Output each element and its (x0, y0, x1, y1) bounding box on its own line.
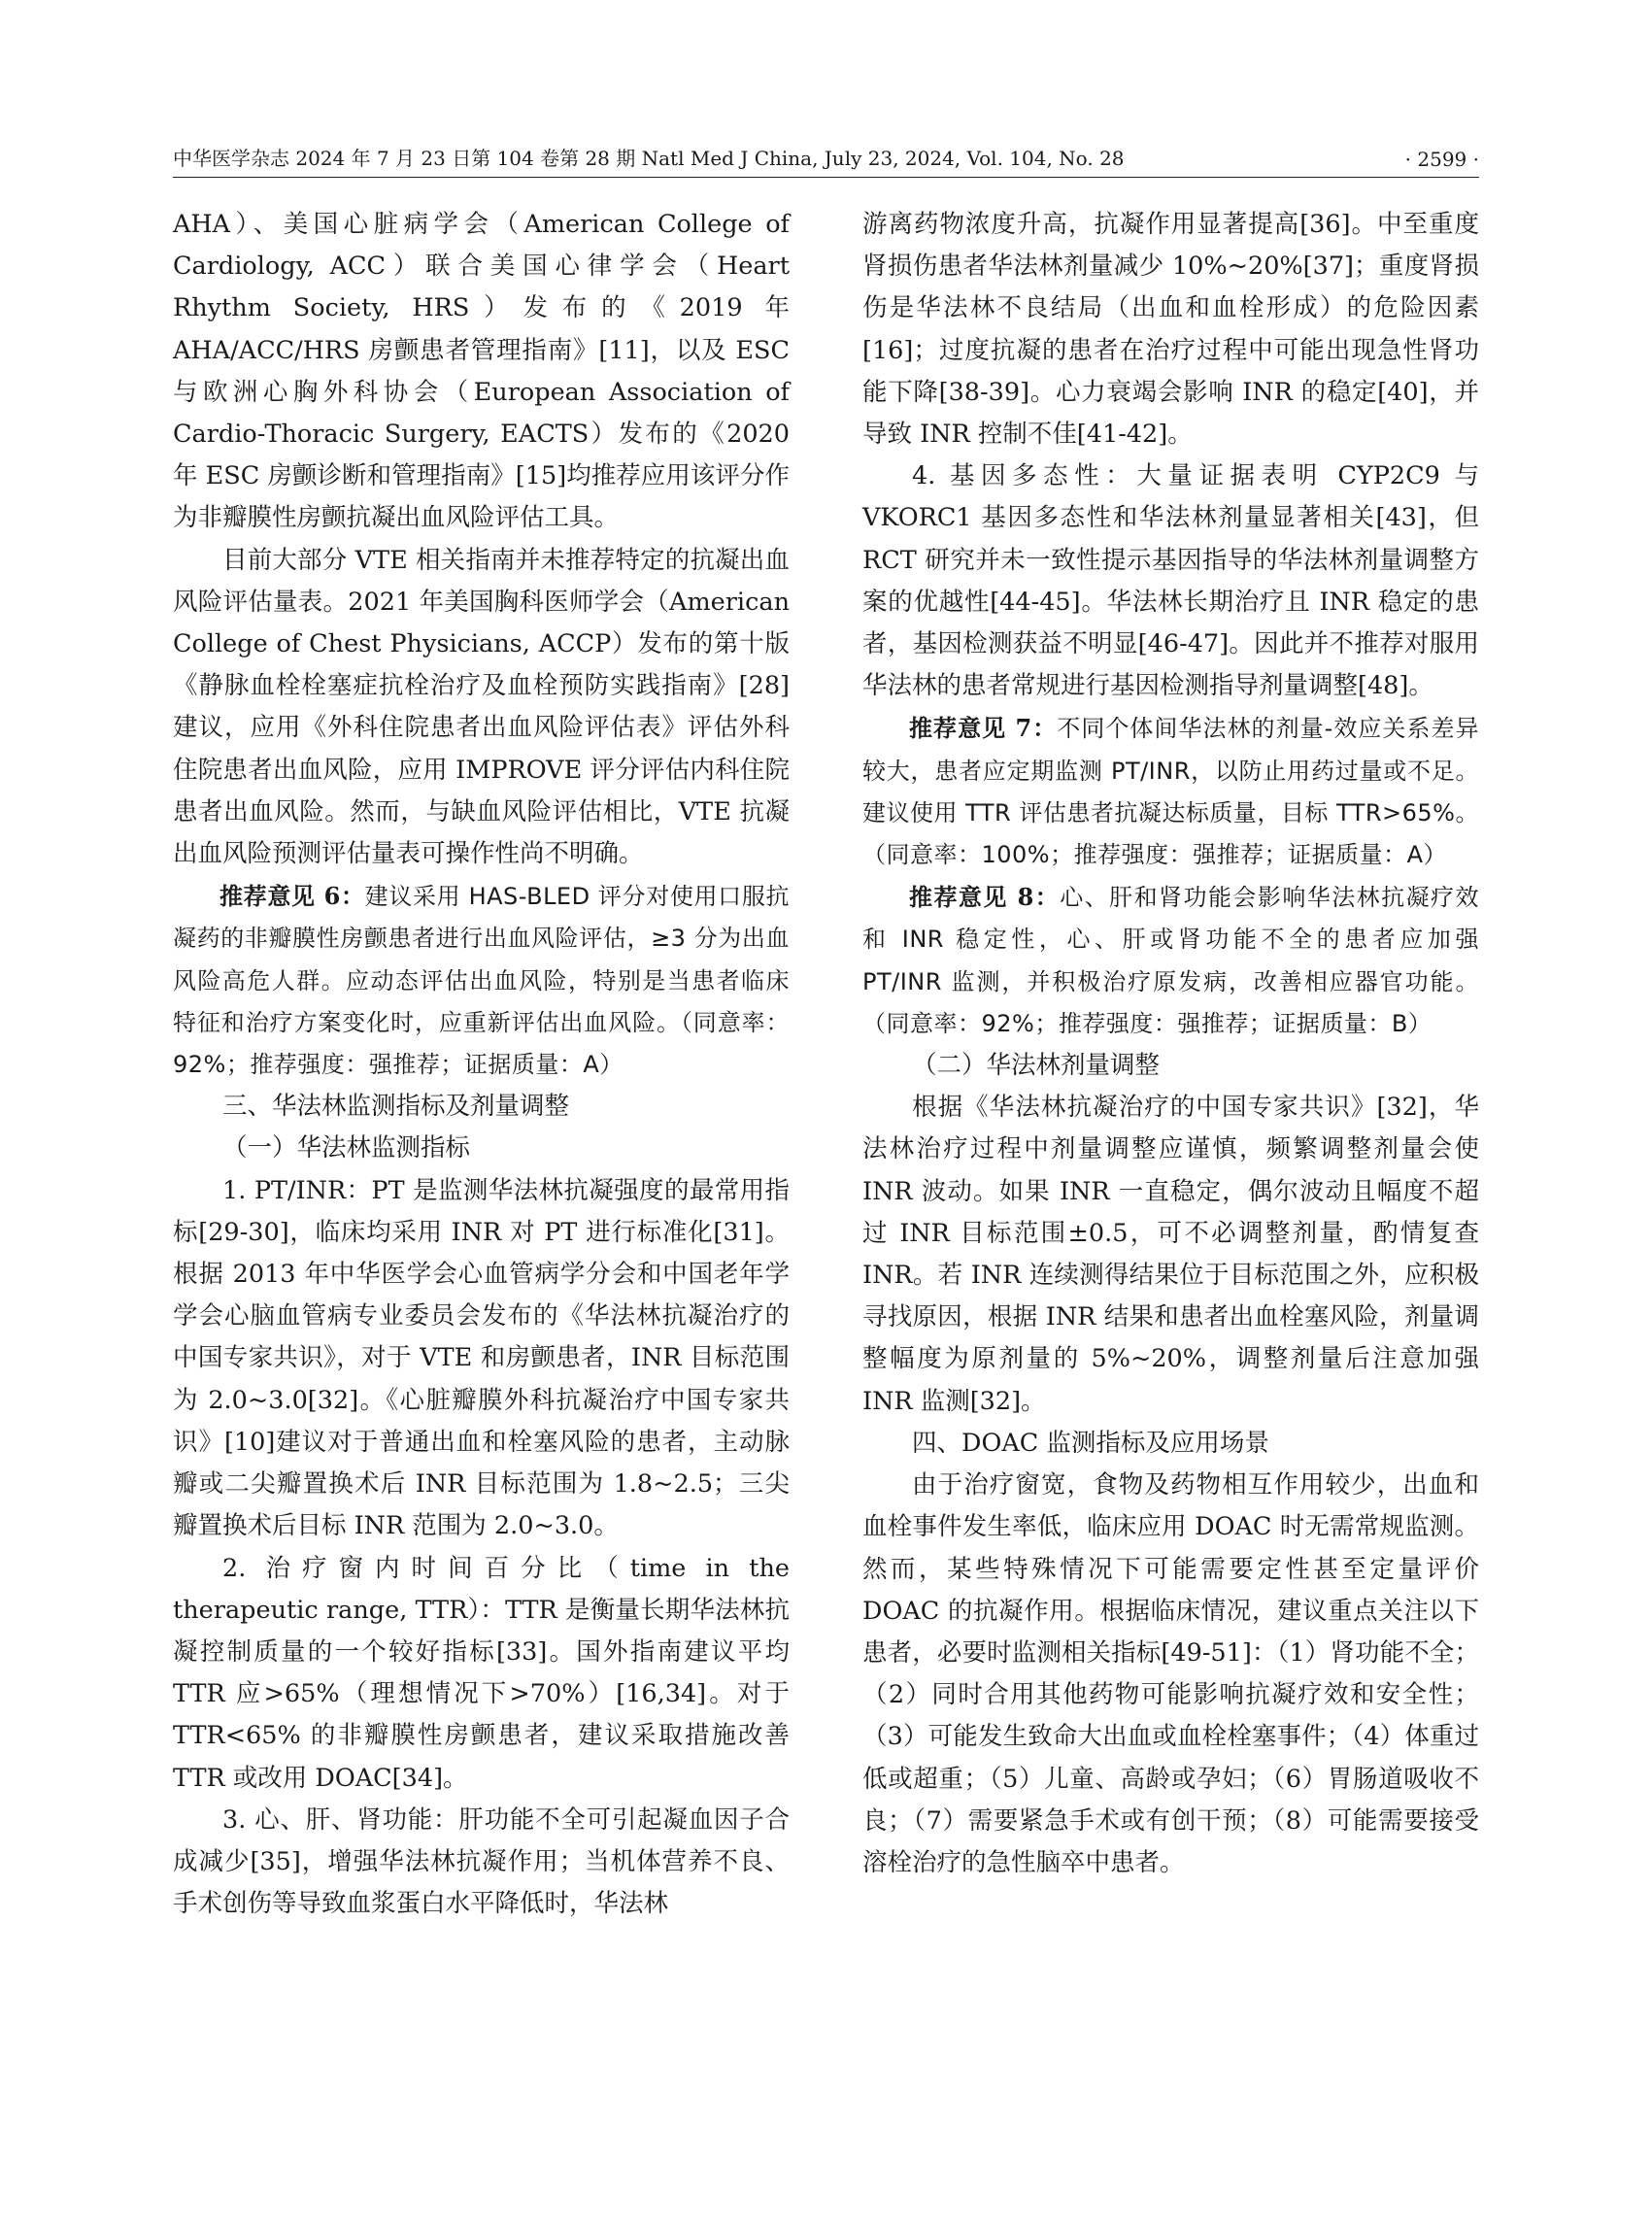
running-header (173, 132, 1479, 178)
recommendation-label: 推荐意见 6： (219, 882, 365, 911)
paragraph: 2. 治疗窗内时间百分比（time in the therapeutic range, TTR）：TTR 是衡量长期华法林抗凝控制质量的一个较好指标[33]。国外指南建议平均 TTR 应>65%（理想情况下>70%）[16,34]。对于 TTR<65% 的非瓣膜性房颤患者，建议采取措施改善 TTR 或改用 DOAC[34]。 (173, 1553, 790, 1793)
page-number: · 2599 · (1404, 148, 1479, 171)
section-heading: 四、DOAC 监测指标及应用场景 (912, 1428, 1269, 1458)
paragraph: 游离药物浓度升高，抗凝作用显著提高[36]。中至重度肾损伤患者华法林剂量减少 10%~20%[37]；重度肾损伤是华法林不良结局（出血和血栓形成）的危险因素[16]；过度抗凝的患者在治疗过程中可能出现急性肾功能下降[38-39]。心力衰竭会影响 INR 的稳定[40]，并导致 INR 控制不佳[41-42]。 (862, 210, 1479, 450)
recommendation-text: 不同个体间华法林的剂量-效应关系差异较大，患者应定期监测 PT/INR，以防止用药过量或不足。建议使用 TTR 评估患者抗凝达标质量，目标 TTR>65%。（同意率：100%；推荐强度：强推荐；证据质量：A） (862, 715, 1479, 869)
recommendation-8 (862, 876, 1479, 1045)
left-column (173, 204, 790, 1925)
recommendation-label: 推荐意见 8： (909, 883, 1061, 912)
right-column (862, 204, 1479, 1884)
paragraph: AHA）、美国心脏病学会（American College of Cardiology, ACC）联合美国心律学会（Heart Rhythm Society, HRS）发布的《2019 年 AHA/ACC/HRS 房颤患者管理指南》[11]，以及 ESC 与欧洲心胸外科协会（European Association of Cardio-Thoracic Surgery, EACTS）发布的《2020 年 ESC 房颤诊断和管理指南》[15]均推荐应用该评分作为非瓣膜性房颤抗凝出血风险评估工具。 (173, 210, 790, 533)
paragraph: 4. 基因多态性：大量证据表明 CYP2C9 与 VKORC1 基因多态性和华法林剂量显著相关[43]，但 RCT 研究并未一致性提示基因指导的华法林剂量调整方案的优越性[44-45]。华法林长期治疗且 INR 稳定的患者，基因检测获益不明显[46-47]。因此并不推荐对服用华法林的患者常规进行基因检测指导剂量调整[48]。 (862, 461, 1479, 701)
recommendation-label: 推荐意见 7： (909, 714, 1058, 743)
journal-citation: 中华医学杂志 2024 年 7 月 23 日第 104 卷第 28 期 Natl Med J China, July 23, 2024, Vol. 104, No. 28 (173, 147, 1125, 170)
recommendation-text: 建议采用 HAS-BLED 评分对使用口服抗凝药的非瓣膜性房颤患者进行出血风险评估，≥3 分为出血风险高危人群。应动态评估出血风险，特别是当患者临床特征和治疗方案变化时，应重新评估出血风险。（同意率：92%；推荐强度：强推荐；证据质量：A） (173, 883, 790, 1079)
paragraph: 3. 心、肝、肾功能：肝功能不全可引起凝血因子合成减少[35]，增强华法林抗凝作用；当机体营养不良、手术创伤等导致血浆蛋白水平降低时，华法林 (173, 1804, 790, 1919)
subsection-heading: （一）华法林监测指标 (222, 1133, 471, 1163)
recommendation-6 (173, 875, 790, 1086)
recommendation-text: 心、肝和肾功能会影响华法林抗凝疗效和 INR 稳定性，心、肝或肾功能不全的患者应加强 PT/INR 监测，并积极治疗原发病，改善相应器官功能。（同意率：92%；推荐强度：强推荐；证据质量：B） (862, 884, 1479, 1037)
paragraph: 目前大部分 VTE 相关指南并未推荐特定的抗凝出血风险评估量表。2021 年美国胸科医师学会（American College of Chest Physicians, ACCP）发布的第十版《静脉血栓栓塞症抗栓治疗及血栓预防实践指南》[28]建议，应用《外科住院患者出血风险评估表》评估外科住院患者出血风险，应用 IMPROVE 评分评估内科住院患者出血风险。然而，与缺血风险评估相比，VTE 抗凝出血风险预测评估量表可操作性尚不明确。 (173, 545, 790, 869)
recommendation-7 (862, 707, 1479, 876)
paragraph: 由于治疗窗宽，食物及药物相互作用较少，出血和血栓事件发生率低，临床应用 DOAC 时无需常规监测。然而，某些特殊情况下可能需要定性甚至定量评价 DOAC 的抗凝作用。根据临床情况，建议重点关注以下患者，必要时监测相关指标[49-51]：（1）肾功能不全；（2）同时合用其他药物可能影响抗凝疗效和安全性；（3）可能发生致命大出血或血栓栓塞事件；（4）体重过低或超重；（5）儿童、高龄或孕妇；（6）胃肠道吸收不良；（7）需要紧急手术或有创干预；（8）可能需要接受溶栓治疗的急性脑卒中患者。 (862, 1470, 1479, 1877)
paragraph: 根据《华法林抗凝治疗的中国专家共识》[32]，华法林治疗过程中剂量调整应谨慎，频繁调整剂量会使 INR 波动。如果 INR 一直稳定，偶尔波动且幅度不超过 INR 目标范围±0.5，可不必调整剂量，酌情复查 INR。若 INR 连续测得结果位于目标范围之外，应积极寻找原因，根据 INR 结果和患者出血栓塞风险，剂量调整幅度为原剂量的 5%~20%，调整剂量后注意加强 INR 监测[32]。 (862, 1093, 1479, 1416)
paragraph: 1. PT/INR：PT 是监测华法林抗凝强度的最常用指标[29-30]，临床均采用 INR 对 PT 进行标准化[31]。根据 2013 年中华医学会心血管病学分会和中国老年学学会心脑血管病专业委员会发布的《华法林抗凝治疗的中国专家共识》，对于 VTE 和房颤患者，INR 目标范围为 2.0~3.0[32]。《心脏瓣膜外科抗凝治疗中国专家共识》[10]建议对于普通出血和栓塞风险的患者，主动脉瓣或二尖瓣置换术后 INR 目标范围为 1.8~2.5；三尖瓣置换术后目标 INR 范围为 2.0~3.0。 (173, 1175, 790, 1541)
subsection-heading: （二）华法林剂量调整 (912, 1051, 1161, 1081)
section-heading: 三、华法林监测指标及剂量调整 (222, 1092, 570, 1122)
